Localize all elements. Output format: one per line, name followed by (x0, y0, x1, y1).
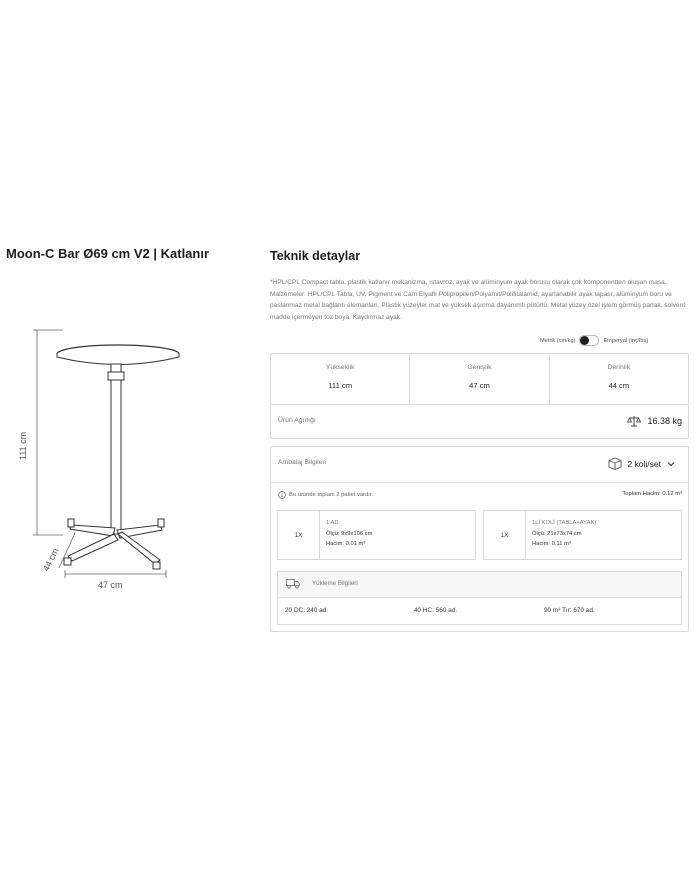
box-icon (608, 457, 622, 470)
width-label: 47 cm (98, 580, 123, 590)
package-size: Ölçü: 21x73x74 cm (532, 530, 582, 537)
truck-icon (286, 578, 300, 589)
package-item (277, 510, 476, 560)
table-illustration (20, 320, 220, 595)
scale-icon (627, 415, 641, 427)
package-volume: Hacim: 0.01 m³ (326, 541, 366, 547)
dimension-width (410, 354, 549, 404)
section-title: Teknik detaylar (270, 249, 361, 263)
dimension-depth (550, 354, 688, 404)
total-volume: Toplam Hacim: 0.12 m³ (622, 491, 682, 497)
packaging-label: Ambalaj Bilgileri (278, 459, 327, 466)
metric-label: Metrik (cm/kg) (540, 337, 576, 344)
dimension-label: Genişlik (467, 364, 492, 371)
loading-title: Yükleme Bilgileri (312, 580, 358, 587)
product-title: Moon-C Bar Ø69 cm V2 | Katlanır (6, 246, 210, 261)
height-label: 111 cm (18, 431, 28, 460)
packaging-count: 2 koli/set (627, 458, 661, 469)
package-volume: Hacim: 0.11 m³ (532, 541, 571, 547)
package-size: Ölçü: 9x9x106 cm (326, 530, 373, 537)
dimension-label: Yükseklik (325, 364, 355, 371)
dimension-label: Derinlik (607, 364, 631, 371)
dimensions-card (270, 353, 689, 405)
dimension-value: 47 cm (469, 381, 490, 390)
weight-label: Ürün Ağırlığı (278, 417, 316, 424)
dimension-value: 111 cm (328, 381, 353, 390)
dimension-height (271, 354, 410, 404)
package-name: 1Lİ KOLİ (TABLA+AYAK) (532, 520, 597, 526)
unit-switch[interactable] (579, 335, 599, 346)
packaging-card (270, 446, 689, 632)
chevron-down-icon[interactable] (666, 460, 676, 468)
weight-value: 16.38 kg (647, 416, 682, 426)
info-icon (278, 491, 286, 499)
imperial-label: Emperyal (inç/lbs) (603, 337, 649, 344)
height-dimension (18, 330, 63, 535)
loading-20dc: 20 DC: 240 ad. (285, 607, 328, 614)
loading-info (277, 571, 682, 625)
divider (271, 482, 688, 483)
packaging-dropdown[interactable] (608, 457, 676, 470)
package-qty: 1X (484, 511, 526, 559)
product-description: *HPL/CPL Compact tabla, plastik katlanır mekanizma, ıstavroz, ayak ve alüminyum ayak borusu olarak çok komponentten oluşan masa. Malzemeler: HPL/CPL Tabla, UV, Pigment ve Cam Elyaflı Polipropilen/Polyamit/Polifitalamid, ayarlanabilir ayak tapası, alüminyum boru ve paslanmaz metal bağlantı elemanları. Plastik yüzeyler mat ve yüksek aşınma dayanımlı pütürlü. Metal yüzey özel işlem görmüş parlak, solvent madde içermeyen toz boya. Kaydırmaz ayak. (270, 279, 686, 321)
table-column (111, 364, 121, 534)
loading-truck: 90 m³ Tır: 670 ad. (544, 607, 595, 614)
weight-row (270, 405, 689, 439)
depth-label: 44 cm (40, 546, 61, 573)
package-qty: 1X (278, 511, 320, 559)
dimension-value: 44 cm (608, 381, 630, 390)
unit-toggle[interactable] (540, 335, 648, 346)
packaging-note: Bu üründe toplam 2 paket vardır. (289, 492, 374, 498)
package-name: 1 AD. (326, 520, 341, 526)
package-item (483, 510, 682, 560)
loading-40hc: 40 HC: 560 ad. (414, 607, 457, 614)
